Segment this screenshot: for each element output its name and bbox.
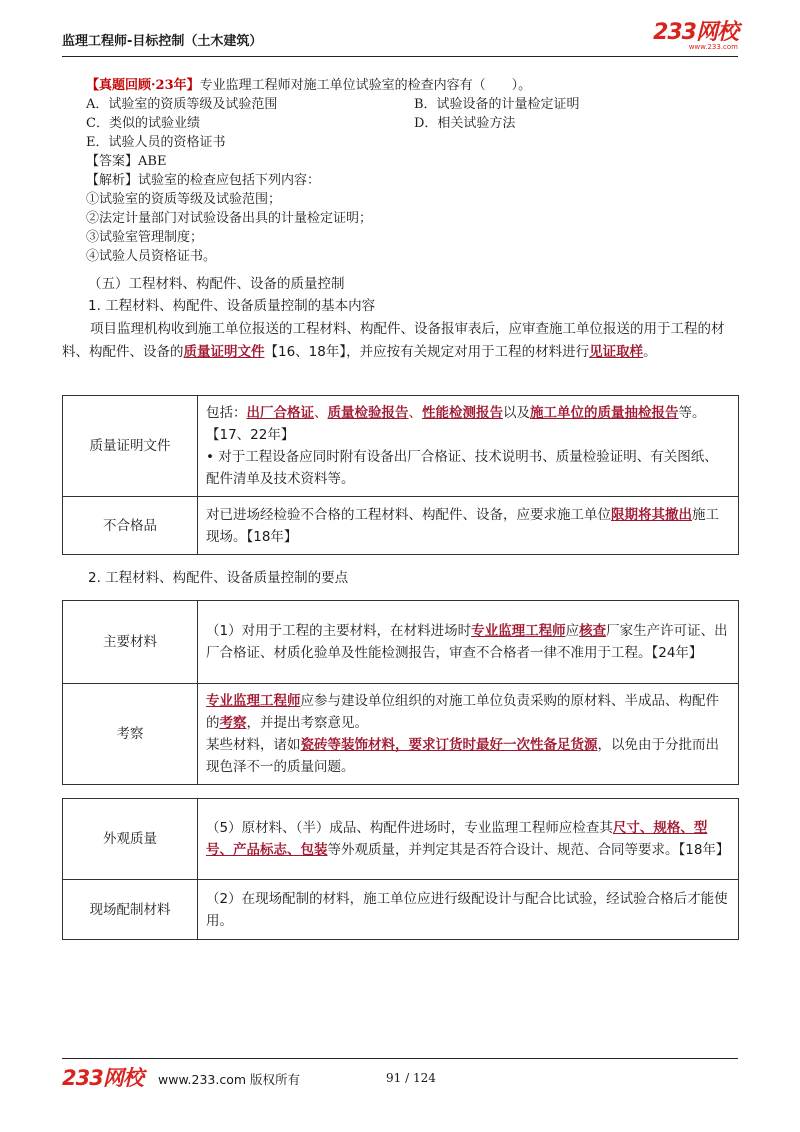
keyword: 专业监理工程师: [206, 693, 301, 709]
cell-text: 、: [408, 405, 422, 421]
table-row: [63, 396, 739, 497]
keyword: 考察: [219, 715, 247, 731]
row-content: [198, 497, 739, 555]
question-text: 专业监理工程师对施工单位试验室的检查内容有（ ）。: [199, 78, 532, 93]
question-stem: [86, 76, 531, 95]
keyword: 施工单位的质量抽检报告: [530, 405, 679, 421]
cell-text: 以及: [503, 405, 530, 421]
table-basic-content: [62, 395, 739, 555]
table-row: [63, 601, 739, 684]
row-label: 考察: [63, 684, 198, 785]
keyword: 专业监理工程师: [471, 623, 566, 639]
option-d: D．相关试验方法: [414, 116, 516, 131]
cell-text: 对已进场经检验不合格的工程材料、构配件、设备，应要求施工单位: [206, 506, 611, 523]
page-number: 91 / 124: [386, 1071, 436, 1085]
keyword: 质量检验报告: [327, 405, 409, 421]
table-inspection: [62, 798, 739, 940]
keyword: 核查: [579, 623, 607, 639]
option-b: B．试验设备的计量检定证明: [414, 97, 580, 112]
answer-line: 【答案】ABE: [86, 154, 167, 169]
logo-text: 233网校: [653, 20, 738, 45]
section-title: （五）工程材料、构配件、设备的质量控制: [88, 276, 345, 292]
cell-text: 某些材料，诸如: [206, 737, 301, 753]
keyword-quality-docs: 质量证明文件: [183, 344, 265, 360]
cell-text: （1）对用于工程的主要材料，在材料进场时: [206, 623, 472, 639]
cell-text: 应: [565, 623, 580, 639]
table-row: [63, 799, 739, 880]
subsection-title: 1. 工程材料、构配件、设备质量控制的基本内容: [88, 298, 376, 314]
para-text: 。: [643, 344, 657, 360]
para-text: 项目监理机构收到施工单位报送的工程材料、构配件、设备报审表后，应审查施工单位报送的用于工程的材料、构配件、设备的: [62, 321, 725, 360]
logo-url: www.233.com: [688, 43, 738, 51]
analysis-point: ④试验人员资格证书。: [86, 249, 217, 264]
cell-text: 应参与建设单位组织的对施工单位负责采购的原材料、半成品、构配件的: [206, 693, 719, 731]
bullet-text: • 对于工程设备应同时附有设备出厂合格证、技术说明书、质量检验证明、有关图纸、配件清单及技术资料等。: [206, 449, 718, 487]
option-a: A．试验室的资质等级及试验范围: [86, 97, 278, 112]
cell-text: 等外观质量，并判定其是否符合设计、规范、合同等要求。【18年】: [327, 842, 730, 858]
row-content: [198, 396, 739, 497]
row-label: 质量证明文件: [63, 396, 198, 497]
row-content: [198, 601, 739, 684]
table-row: [63, 880, 739, 940]
intro-paragraph: [62, 318, 738, 364]
row-content: [198, 799, 739, 880]
cell-text: ，以免由于分批而出现色泽不一的质量问题。: [206, 737, 719, 775]
cell-text: 包括：: [206, 405, 247, 421]
keyword: 出厂合格证: [246, 405, 314, 421]
footer-logo: 233网校: [62, 1066, 143, 1090]
cell-text: 厂家生产许可证、出厂合格证、材质化验单及性能检测报告，审查不合格者一律不准用于工程。【24年】: [206, 623, 728, 661]
cell-text: （5）原材料、（半）成品、构配件进场时，专业监理工程师应检查其: [206, 820, 613, 836]
analysis-title: 【解析】试验室的检查应包括下列内容：: [86, 173, 321, 188]
subsection-title: 2. 工程材料、构配件、设备质量控制的要点: [88, 570, 349, 586]
keyword-witness-sampling: 见证取样: [589, 344, 644, 360]
keyword: 限期将其撤出: [611, 506, 692, 523]
table-row: [63, 684, 739, 785]
analysis-point: ②法定计量部门对试验设备出具的计量检定证明；: [86, 211, 373, 226]
page-header: [62, 20, 738, 52]
cell-text: ，并提出考察意见。: [246, 715, 368, 731]
table-key-points: [62, 600, 739, 785]
row-label: 不合格品: [63, 497, 198, 555]
header-divider: [62, 56, 738, 57]
row-content: （2）在现场配制的材料，施工单位应进行级配设计与配合比试验，经试验合格后才能使用。: [198, 880, 739, 940]
table-row: [63, 497, 739, 555]
row-label: 外观质量: [63, 799, 198, 880]
cell-text: 、: [314, 405, 328, 421]
option-e: E．试验人员的资格证书: [86, 135, 226, 150]
brand-logo: [653, 22, 738, 51]
keyword: 性能检测报告: [422, 405, 503, 421]
para-text: 【16、18年】，并应按有关规定对用于工程的材料进行: [264, 344, 590, 360]
footer-divider: [62, 1058, 738, 1059]
analysis-point: ③试验室管理制度；: [86, 230, 204, 245]
keyword: 尺寸、规格、型号、产品标志、包装: [206, 820, 708, 858]
cell-text: 施工现场。【18年】: [206, 506, 719, 545]
analysis-point: ①试验室的资质等级及试验范围；: [86, 192, 282, 207]
question-tag: 【真题回顾·23年】: [86, 78, 200, 93]
row-label: 现场配制材料: [63, 880, 198, 940]
keyword: 瓷砖等装饰材料，要求订货时最好一次性备足货源: [300, 737, 598, 753]
row-content: [198, 684, 739, 785]
cell-text: 等。【17、22年】: [206, 405, 706, 443]
header-title: 监理工程师-目标控制（土木建筑）: [62, 34, 263, 49]
option-c: C．类似的试验业绩: [86, 116, 200, 131]
row-label: 主要材料: [63, 601, 198, 684]
footer-copyright: www.233.com 版权所有: [158, 1072, 300, 1087]
